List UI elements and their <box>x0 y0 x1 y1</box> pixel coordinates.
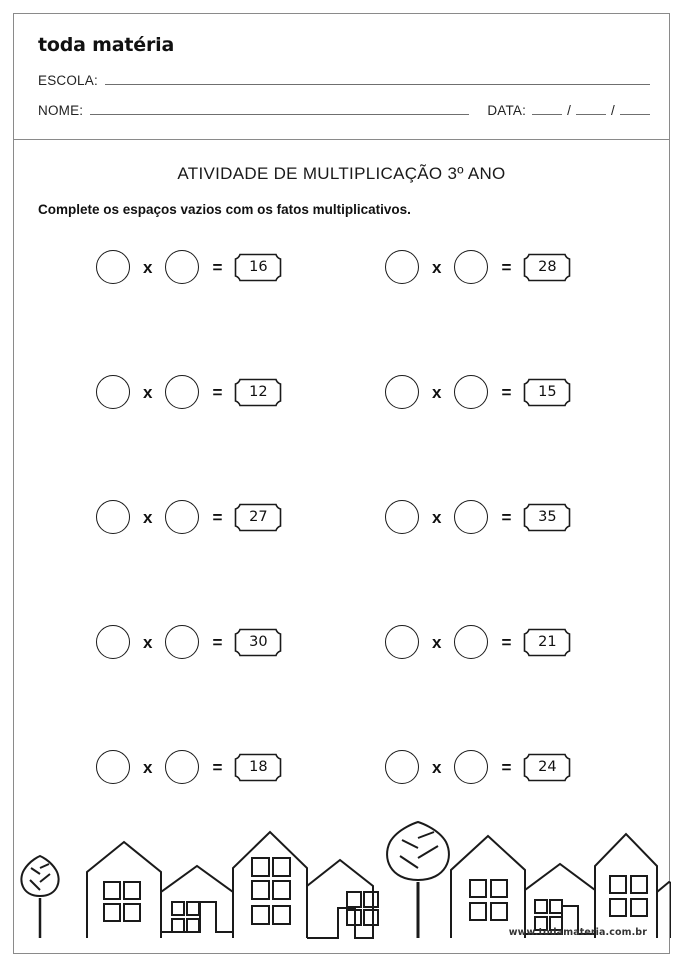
problem-row <box>14 492 671 617</box>
brand-logo: toda matéria <box>38 34 175 56</box>
factor-blank-circle[interactable] <box>96 750 130 784</box>
product-box <box>523 628 571 657</box>
factor-blank-circle[interactable] <box>385 750 419 784</box>
date-month-input[interactable] <box>576 103 606 115</box>
product-value: 35 <box>538 509 557 525</box>
multiplication-symbol: x <box>432 382 442 402</box>
product-value: 30 <box>249 634 268 650</box>
problem-item <box>385 375 571 409</box>
product-box <box>523 378 571 407</box>
school-label: ESCOLA: <box>38 73 98 88</box>
equals-symbol: = <box>212 507 223 527</box>
school-field-row <box>38 73 650 88</box>
problem-item <box>385 500 571 534</box>
name-input-line[interactable] <box>90 103 469 115</box>
house-shape <box>307 860 378 938</box>
worksheet-page <box>13 13 670 954</box>
equals-symbol: = <box>501 382 512 402</box>
date-label: DATA: <box>487 103 527 118</box>
multiplication-symbol: x <box>143 507 153 527</box>
multiplication-symbol: x <box>432 507 442 527</box>
date-year-input[interactable] <box>620 103 650 115</box>
factor-blank-circle[interactable] <box>96 375 130 409</box>
multiplication-symbol: x <box>143 382 153 402</box>
factor-blank-circle[interactable] <box>385 250 419 284</box>
equals-symbol: = <box>212 257 223 277</box>
product-value: 28 <box>538 259 557 275</box>
product-box <box>234 378 282 407</box>
equals-symbol: = <box>501 757 512 777</box>
product-box <box>523 503 571 532</box>
product-value: 18 <box>249 759 268 775</box>
equals-symbol: = <box>501 257 512 277</box>
product-box <box>234 628 282 657</box>
product-value: 15 <box>538 384 557 400</box>
multiplication-symbol: x <box>432 632 442 652</box>
date-separator-1: / <box>567 103 572 118</box>
date-separator-2: / <box>611 103 615 118</box>
factor-blank-circle[interactable] <box>96 250 130 284</box>
product-box <box>523 753 571 782</box>
tree-icon <box>387 822 449 938</box>
factor-blank-circle[interactable] <box>165 375 199 409</box>
product-value: 24 <box>538 759 557 775</box>
multiplication-symbol: x <box>432 757 442 777</box>
factor-blank-circle[interactable] <box>454 750 488 784</box>
house-shape <box>657 882 671 938</box>
multiplication-symbol: x <box>432 257 442 277</box>
product-box <box>523 253 571 282</box>
problem-item <box>385 625 571 659</box>
equals-symbol: = <box>212 757 223 777</box>
tree-icon <box>21 856 58 938</box>
factor-blank-circle[interactable] <box>454 375 488 409</box>
multiplication-symbol: x <box>143 632 153 652</box>
factor-blank-circle[interactable] <box>385 500 419 534</box>
factor-blank-circle[interactable] <box>96 500 130 534</box>
house-shape <box>451 836 525 938</box>
factor-blank-circle[interactable] <box>454 625 488 659</box>
problem-row <box>14 242 671 367</box>
name-label: NOME: <box>38 103 84 118</box>
worksheet-header <box>14 14 669 140</box>
school-input-line[interactable] <box>105 73 650 85</box>
multiplication-symbol: x <box>143 757 153 777</box>
product-value: 12 <box>249 384 268 400</box>
problem-row <box>14 367 671 492</box>
page-title: ATIVIDADE DE MULTIPLICAÇÃO 3º ANO <box>177 164 506 183</box>
equals-symbol: = <box>501 507 512 527</box>
factor-blank-circle[interactable] <box>454 500 488 534</box>
house-shape <box>233 832 307 938</box>
instruction-text: Complete os espaços vazios com os fatos multiplicativos. <box>38 202 411 217</box>
problem-grid <box>14 242 671 867</box>
date-day-input[interactable] <box>532 103 562 115</box>
factor-blank-circle[interactable] <box>165 625 199 659</box>
equals-symbol: = <box>212 382 223 402</box>
product-box <box>234 753 282 782</box>
houses-illustration <box>14 820 671 940</box>
factor-blank-circle[interactable] <box>96 625 130 659</box>
factor-blank-circle[interactable] <box>385 375 419 409</box>
factor-blank-circle[interactable] <box>165 250 199 284</box>
house-shape <box>161 866 233 938</box>
problem-item <box>96 500 282 534</box>
house-shape <box>595 834 657 938</box>
product-box <box>234 503 282 532</box>
multiplication-symbol: x <box>143 257 153 277</box>
equals-symbol: = <box>212 632 223 652</box>
name-field-row <box>38 103 650 118</box>
house-shape <box>87 842 161 938</box>
product-value: 16 <box>249 259 268 275</box>
problem-row <box>14 617 671 742</box>
product-value: 21 <box>538 634 557 650</box>
date-field-group <box>487 103 650 118</box>
factor-blank-circle[interactable] <box>454 250 488 284</box>
problem-item <box>96 375 282 409</box>
footer-website-url: www.todamateria.com.br <box>508 927 647 938</box>
product-value: 27 <box>249 509 268 525</box>
factor-blank-circle[interactable] <box>165 500 199 534</box>
equals-symbol: = <box>501 632 512 652</box>
problem-item <box>96 250 282 284</box>
factor-blank-circle[interactable] <box>385 625 419 659</box>
problem-item <box>385 250 571 284</box>
factor-blank-circle[interactable] <box>165 750 199 784</box>
product-box <box>234 253 282 282</box>
problem-item <box>96 625 282 659</box>
problem-item <box>96 750 282 784</box>
problem-item <box>385 750 571 784</box>
